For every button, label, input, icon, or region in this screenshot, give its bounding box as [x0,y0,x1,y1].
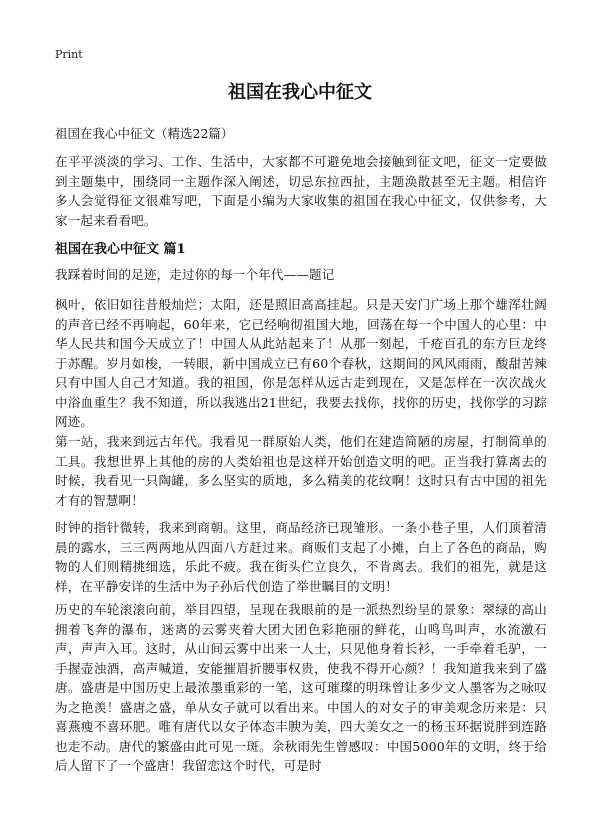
section-heading: 祖国在我心中征文 篇1 [55,242,186,257]
page-title: 祖国在我心中征文 [228,82,372,103]
intro-paragraph: 在平平淡淡的学习、工作、生活中，大家都不可避免地会接触到征文吧，征文一定要做到主题集中，围绕同一主题作深入阐述，切忌东拉西扯，主题涣散甚至无主题。相信许多人会觉得征文很难写吧，下面是小编为大家收集的祖国在我心中征文，仅供参考，大家一起来看看吧。 [55,154,547,228]
print-link[interactable]: Print [55,48,83,61]
tagline-paragraph: 我踩着时间的足迹，走过你的每一个年代——题记 [55,267,335,282]
body-paragraph: 时钟的指针微转，我来到商朝。这里，商品经济已现雏形。一条小巷子里，人们顶着清晨的露水，三三两两地从四面八方赶过来。商贩们支起了小摊，白上了各色的商品，购物的人们则精挑细选，乐此不疲。我在街头伫立良久，不肯离去。我们的祖先，就是这样，在平静安详的生活中为子孙后代创造了举世瞩目的文明！ [55,520,547,594]
body-paragraph: 历史的车轮滚滚向前，举目四望，呈现在我眼前的是一派热烈纷呈的景象：翠绿的高山拥着飞奔的瀑布，迷离的云雾夹着大团大团色彩艳丽的鲜花，山鸣鸟叫声，水流激石声，声声入耳。这时，从山间云雾中出来一人士，只见他身着长衫，一手牵着毛驴，一手握壶浊酒，高声喊道，安能摧眉折腰事权贵，使我不得开心颜？！我知道我来到了盛唐。盛唐是中国历史上最浓墨重彩的一笔，这可璀璨的明珠曾让多少文人墨客为之咏叹为之艳羡！盛唐之盛，单从女子就可以看出来。中国人的对女子的审美观念历来是：只喜燕瘦不喜环肥。唯有唐代以女子体态丰腴为美，四大美女之一的杨玉环据说胖到连路也走不动。唐代的繁盛由此可见一斑。余秋雨先生曾感叹：中国5000年的文明，终于给后人留下了一个盛唐！我留恋这个时代，可是时 [55,602,547,773]
document-subtitle: 祖国在我心中征文（精选22篇） [55,126,234,141]
body-paragraph: 第一站，我来到远古年代。我看见一群原始人类，他们在建造简陋的房屋，打制简单的工具。我想世界上其他的房的人类始祖也是这样开始创造文明的吧。正当我打算离去的时候，我看见一只陶罐，多么坚实的质地，多么精美的花纹啊！这时只有古中国的祖先才有的智慧啊！ [55,434,547,508]
body-paragraph: 枫叶，依旧如往昔般灿烂；太阳，还是照旧高高挂起。只是天安门广场上那个雄浑壮阔的声音已经不再响起，60年来，它已经响彻祖国大地，回荡在每一个中国人的心里：中华人民共和国今天成立了！中国人从此站起来了！从那一刻起，千疮百孔的东方巨龙终于苏醒。岁月如梭，一转眼，新中国成立已有60个春秋，这期间的风风雨雨，酸甜苦辣只有中国人自己才知道。我的祖国，你是怎样从远古走到现在，又是怎样在一次次战火中浴血重生？我不知道，所以我逃出21世纪，我要去找你，找你的历史，找你学的习踪网迹。 [55,297,547,429]
